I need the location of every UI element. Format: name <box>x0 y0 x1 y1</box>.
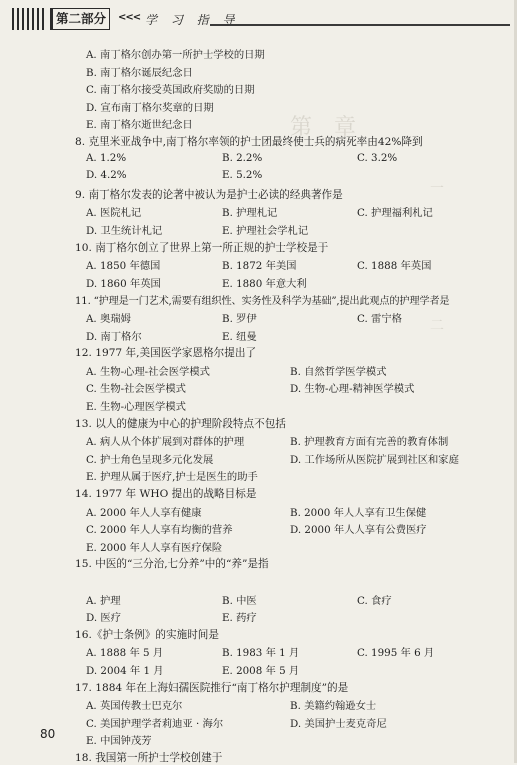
option-q17-c: C. 美国护理学者莉迪亚 · 海尔 <box>86 717 224 730</box>
option-q11-a: A. 奥瑞姆 <box>86 313 131 325</box>
question-15: 15. 中医的“三分治,七分养”中的“养”是指 <box>75 558 269 571</box>
question-11: 11. “护理是一门艺术,需要有组织性、实务性及科学为基础”,提出此观点的护理学者是 <box>75 296 450 308</box>
option-q16-a: A. 1888 年 5 月 <box>86 647 164 660</box>
option-q8-e: E. 5.2% <box>222 169 263 182</box>
option-q17-d: D. 美国护士麦克奇尼 <box>290 717 387 730</box>
option-q12-d: D. 生物-心理-精神医学模式 <box>290 383 415 396</box>
option-q13-c: C. 护士角色呈现多元化发展 <box>86 453 214 466</box>
option-q11-b: B. 罗伊 <box>222 313 257 325</box>
option-q8-c: C. 3.2% <box>357 151 398 164</box>
option-q14-a: A. 2000 年人人享有健康 <box>86 506 202 519</box>
show-through-text: 一 <box>430 181 444 197</box>
section-label: 第二部分 <box>50 8 110 30</box>
question-9: 9. 南丁格尔发表的论著中被认为是护士必读的经典著作是 <box>75 188 343 201</box>
question-17: 17. 1884 年在上海妇孺医院推行“南丁格尔护理制度”的是 <box>75 681 349 694</box>
option-q11-c: C. 雷宁格 <box>357 313 402 325</box>
option-q17-b: B. 美籍约翰逊女士 <box>290 700 377 713</box>
option-q17-e: E. 中国钟茂芳 <box>86 735 152 748</box>
page-number: 80 <box>40 727 56 741</box>
show-through-text: 二 <box>430 318 444 334</box>
option-q9-b: B. 护理札记 <box>222 207 278 220</box>
chevrons-left-icon: <<< <box>118 12 141 23</box>
option-q16-d: D. 2004 年 1 月 <box>86 665 164 677</box>
option-q12-a: A. 生物-心理-社会医学模式 <box>86 365 210 378</box>
option-q15-b: B. 中医 <box>222 594 257 607</box>
option-q7-e: E. 南丁格尔逝世纪念日 <box>86 119 193 132</box>
option-q7-a: A. 南丁格尔创办第一所护士学校的日期 <box>86 49 265 61</box>
option-q12-b: B. 自然哲学医学模式 <box>290 365 387 378</box>
option-q14-b: B. 2000 年人人享有卫生保健 <box>290 506 427 519</box>
option-q9-e: E. 护理社会学札记 <box>222 225 309 237</box>
option-q11-d: D. 南丁格尔 <box>86 330 142 343</box>
question-16: 16.《护士条例》的实施时间是 <box>75 628 219 641</box>
option-q10-c: C. 1888 年英国 <box>357 260 432 273</box>
question-10: 10. 南丁格尔创立了世界上第一所正规的护士学校是于 <box>75 241 329 254</box>
option-q11-e: E. 纽曼 <box>222 330 257 343</box>
option-q10-a: A. 1850 年德国 <box>86 260 161 273</box>
option-q10-e: E. 1880 年意大利 <box>222 277 307 290</box>
question-8: 8. 克里米亚战争中,南丁格尔率领的护士团最终使士兵的病死率由42%降到 <box>75 136 423 148</box>
option-q12-e: E. 生物-心理医学模式 <box>86 401 186 413</box>
option-q15-e: E. 药疗 <box>222 612 257 625</box>
show-through-text: 第 章 <box>290 115 357 140</box>
option-q16-c: C. 1995 年 6 月 <box>357 647 435 660</box>
question-14: 14. 1977 年 WHO 提出的战略目标是 <box>75 488 257 500</box>
option-q13-e: E. 护理从属于医疗,护士是医生的助手 <box>86 471 258 484</box>
option-q14-e: E. 2000 年人人享有医疗保险 <box>86 541 223 554</box>
option-q15-d: D. 医疗 <box>86 612 122 625</box>
option-q15-c: C. 食疗 <box>357 594 392 607</box>
option-q14-c: C. 2000 年人人享有均衡的营养 <box>86 524 233 537</box>
option-q9-a: A. 医院札记 <box>86 207 142 220</box>
option-q8-a: A. 1.2% <box>86 151 127 164</box>
section-title: 学 习 指 导 <box>145 13 240 27</box>
option-q17-a: A. 英国传教士巴克尔 <box>86 700 183 713</box>
option-q9-d: D. 卫生统计札记 <box>86 225 163 237</box>
option-q9-c: C. 护理福利札记 <box>357 207 433 220</box>
option-q16-b: B. 1983 年 1 月 <box>222 647 300 660</box>
option-q10-d: D. 1860 年英国 <box>86 277 161 290</box>
option-q16-e: E. 2008 年 5 月 <box>222 665 300 677</box>
option-q10-b: B. 1872 年美国 <box>222 260 297 273</box>
option-q8-d: D. 4.2% <box>86 169 127 182</box>
option-q12-c: C. 生物-社会医学模式 <box>86 383 186 396</box>
question-13: 13. 以人的健康为中心的护理阶段特点不包括 <box>75 417 286 430</box>
option-q13-a: A. 病人从个体扩展到对群体的护理 <box>86 436 245 449</box>
option-q15-a: A. 护理 <box>86 594 121 607</box>
option-q8-b: B. 2.2% <box>222 151 263 164</box>
option-q13-b: B. 护理教育方面有完善的教育体制 <box>290 436 449 449</box>
question-12: 12. 1977 年,美国医学家恩格尔提出了 <box>75 347 257 360</box>
option-q13-d: D. 工作场所从医院扩展到社区和家庭 <box>290 453 459 466</box>
question-18: 18. 我国第一所护士学校创建于 <box>75 752 223 764</box>
option-q7-c: C. 南丁格尔接受英国政府奖励的日期 <box>86 84 255 97</box>
option-q7-b: B. 南丁格尔诞辰纪念日 <box>86 66 193 79</box>
option-q7-d: D. 宣布南丁格尔奖章的日期 <box>86 101 214 114</box>
option-q14-d: D. 2000 年人人享有公费医疗 <box>290 524 427 537</box>
